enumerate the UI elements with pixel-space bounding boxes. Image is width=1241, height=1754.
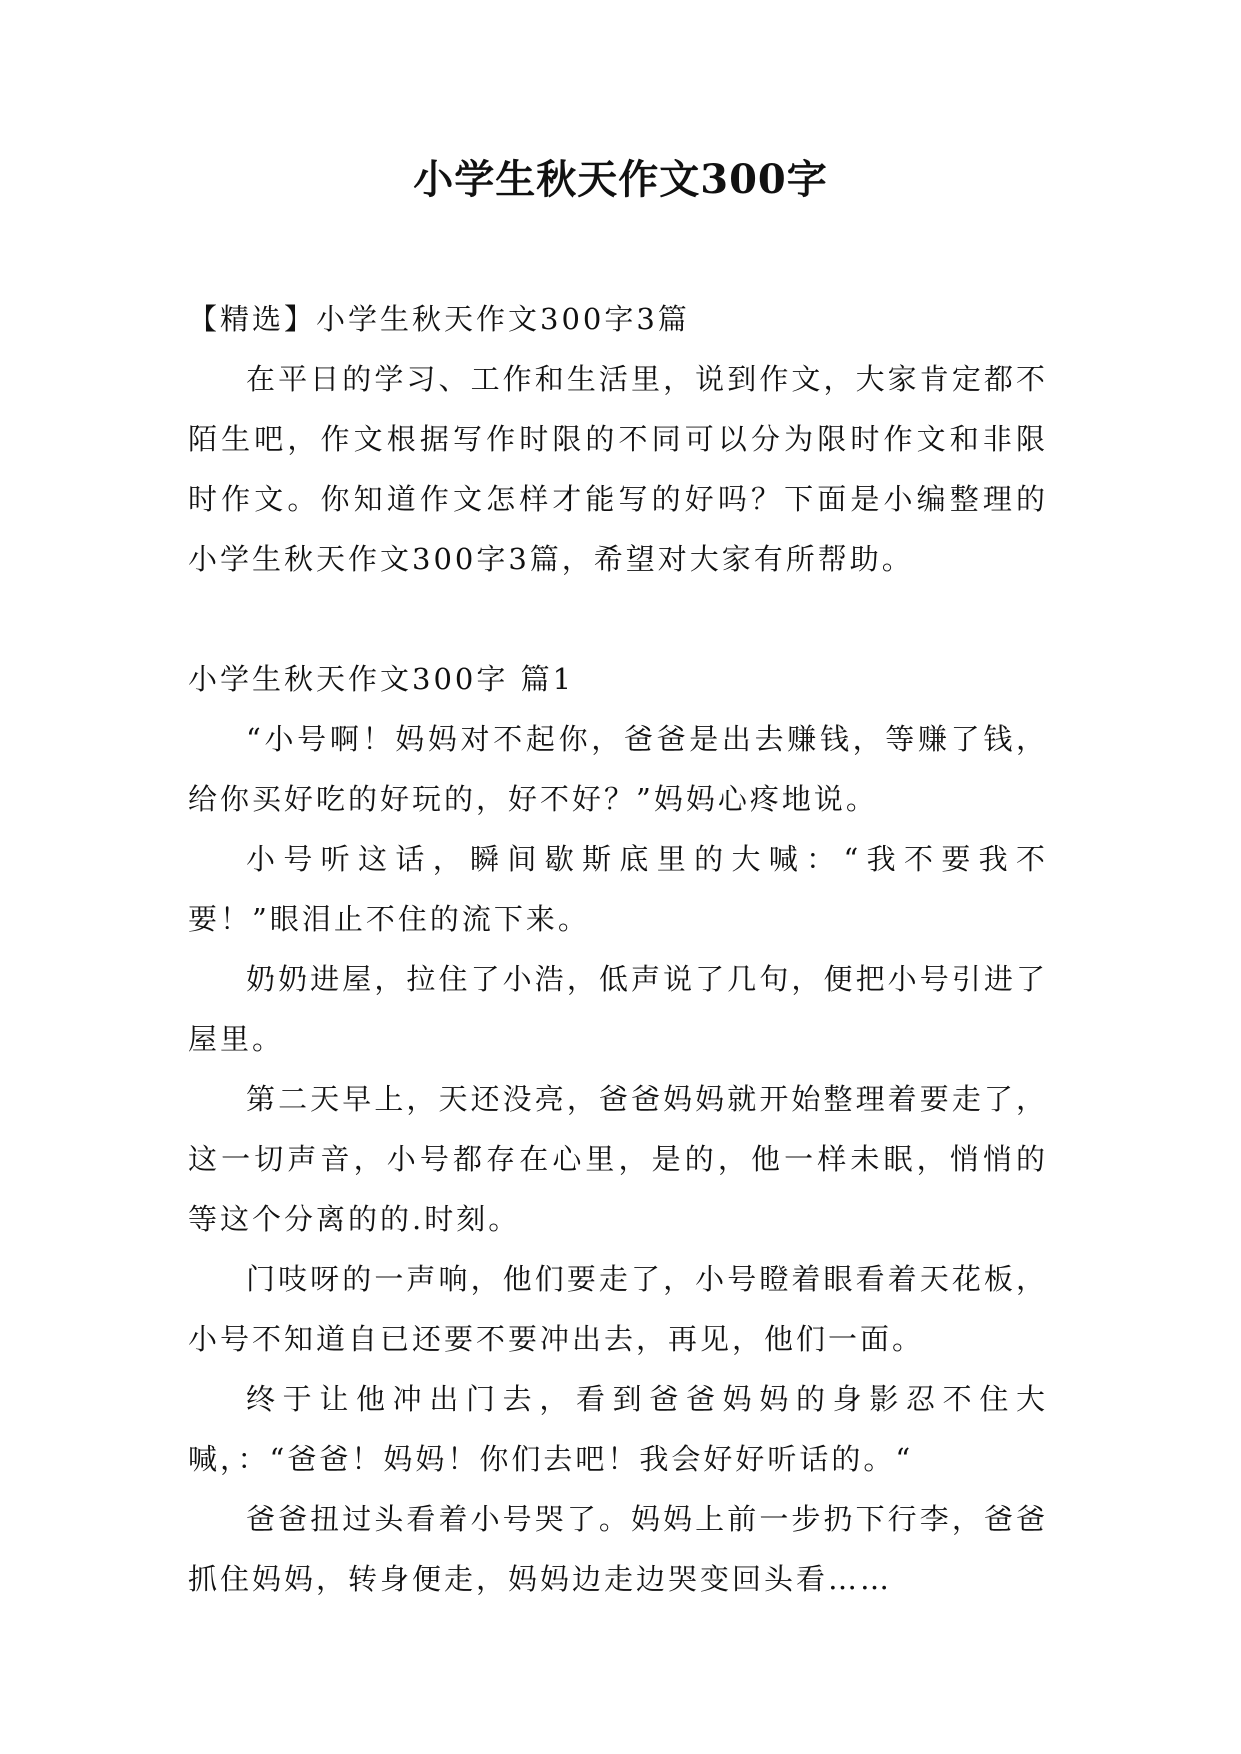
section-heading: 小学生秋天作文300字 篇1 xyxy=(188,662,575,696)
document-subtitle: 【精选】小学生秋天作文300字3篇 xyxy=(188,302,690,336)
story-paragraph: 门吱呀的一声响，他们要走了，小号瞪着眼看着天花板，小号不知道自已还要不要冲出去，再见，他们一面。 xyxy=(188,1262,1048,1356)
story-paragraph: 小号听这话，瞬间歇斯底里的大喊：“我不要我不要！”眼泪止不住的流下来。 xyxy=(188,842,1048,936)
story-paragraph: 奶奶进屋，拉住了小浩，低声说了几句，便把小号引进了屋里。 xyxy=(188,962,1048,1056)
intro-paragraph: 在平日的学习、工作和生活里，说到作文，大家肯定都不陌生吧，作文根据写作时限的不同可以分为限时作文和非限时作文。你知道作文怎样才能写的好吗？下面是小编整理的小学生秋天作文300字3篇，希望对大家有所帮助。 xyxy=(188,362,1048,576)
story-paragraph: 爸爸扭过头看着小号哭了。妈妈上前一步扔下行李，爸爸抓住妈妈，转身便走，妈妈边走边哭变回头看…… xyxy=(188,1502,1048,1596)
document-title: 小学生秋天作文300字 xyxy=(413,156,828,203)
story-paragraph: “小号啊！妈妈对不起你，爸爸是出去赚钱，等赚了钱，给你买好吃的好玩的，好不好？”妈妈心疼地说。 xyxy=(188,722,1048,816)
document-body xyxy=(188,289,1048,1609)
story-paragraph: 终于让他冲出门去，看到爸爸妈妈的身影忍不住大喊，：“爸爸！妈妈！你们去吧！我会好好听话的。“ xyxy=(188,1382,1048,1476)
story-paragraph: 第二天早上，天还没亮，爸爸妈妈就开始整理着要走了，这一切声音，小号都存在心里，是的，他一样未眠，悄悄的等这个分离的的.时刻。 xyxy=(188,1082,1048,1236)
section-spacer xyxy=(188,589,1048,649)
